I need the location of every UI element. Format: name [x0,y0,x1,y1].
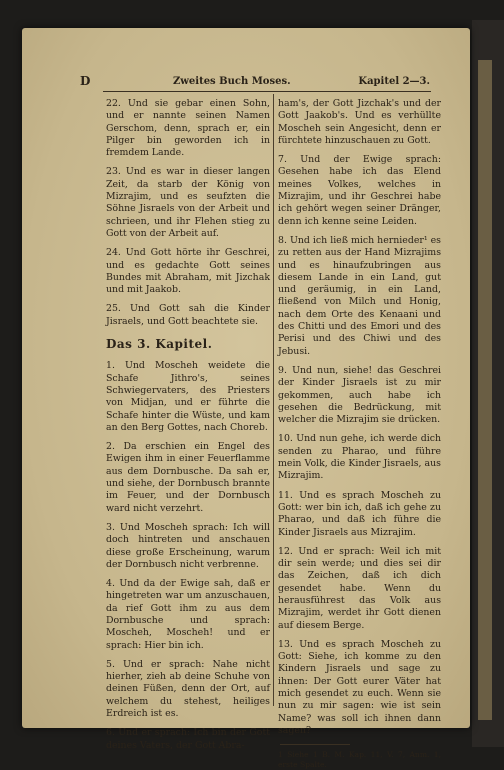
verse-2-23: 23. Und es war in dieser langen Zeit, da starb der König von Mizrajim, und es seufzten die Söhne Jisraels von der Arbeit und schrieen, und ihr Flehen stieg zu Gott von der Arbeit auf. [106,166,270,239]
verse-3-8: 8. Und ich ließ mich hernieder¹ es zu retten aus der Hand Mizrajims und es hinaufzubringen aus diesem Lande in ein Land, gut und geräumig, in ein Land, fließend von Milch und Honig, nach dem Orte des Kenaani und des Chitti und des Emori und des Perisi und des Chiwi und des Jebusi. [278,234,441,357]
left-column [106,98,270,759]
chapter-range: Kapitel 2—3. [358,76,430,87]
footnote: 1 Siehe 1 B. M. Kap. 11, V. 7, Anm. 1, erste Spalte. [278,750,441,770]
column-divider [273,94,274,706]
verse-3-6-cont: ham's, der Gott Jizchak's und der Gott Jaakob's. Und es verhüllte Moscheh sein Angesicht, denn er fürchtete hinzuschauen zu Gott. [278,98,441,146]
right-column [278,98,441,770]
verse-3-13: 13. Und es sprach Moscheh zu Gott: Siehe, ich komme zu den Kindern Jisraels und sage zu ihnen: Der Gott eurer Väter hat mich gesendet zu euch. Wenn sie nun zu mir sagen: wie ist sein Name? was soll ich ihnen dann sagen? [278,638,441,736]
verse-2-24: 24. Und Gott hörte ihr Geschrei, und es gedachte Gott seines Bundes mit Abraham, mit Jizchak und mit Jaakob. [106,247,270,296]
verse-3-11: 11. Und es sprach Moscheh zu Gott: wer bin ich, daß ich gehe zu Pharao, und daß ich führe die Kinder Jisraels aus Mizrajim. [278,489,441,538]
verse-3-3: 3. Und Moscheh sprach: Ich will doch hintreten und anschauen diese große Erscheinung, warum der Dornbusch nicht verbrenne. [106,521,270,570]
verse-3-5: 5. Und er sprach: Nahe nicht hierher, zieh ab deine Schuhe von deinen Füßen, denn der Ort, auf welchem du stehest, heiliges Erdreich ist es. [106,658,270,720]
verse-2-22: 22. Und sie gebar einen Sohn, und er nannte seinen Namen Gerschom, denn, sprach er, ein Pilger bin geworden ich in fremdem Lande. [106,98,270,159]
verse-3-1: 1. Und Moscheh weidete die Schafe Jithro's, seines Schwiegervaters, des Priesters von Midjan, und er führte die Schafe hinter die Wüste, und kam an den Berg Gottes, nach Choreb. [106,360,270,433]
page-number: D [80,74,91,88]
verse-3-7: 7. Und der Ewige sprach: Gesehen habe ich das Elend meines Volkes, welches in Mizrajim, und ihr Geschrei habe ich gehört wegen seiner Dränger, denn ich kenne seine Leiden. [278,154,441,227]
footnote-rule [280,744,350,745]
verse-3-4: 4. Und da der Ewige sah, daß er hingetreten war um anzuschauen, da rief Gott ihm zu aus dem Dornbusche und sprach: Moscheh, Moscheh! und er sprach: Hier bin ich. [106,578,270,651]
running-header [80,75,430,91]
verse-3-12: 12. Und er sprach: Weil ich mit dir sein werde; und dies sei dir das Zeichen, daß ich dich gesendet habe. Wenn du herausführest das Volk aus Mizrajim, werdet ihr Gott dienen auf diesem Berge. [278,545,441,631]
verse-2-25: 25. Und Gott sah die Kinder Jisraels, und Gott beachtete sie. [106,303,270,327]
chapter-heading: Das 3. Kapitel. [106,337,213,352]
book-page [22,28,470,770]
verse-3-2: 2. Da erschien ein Engel des Ewigen ihm in einer Feuerflamme aus dem Dornbusche. Da sah er, und siehe, der Dornbusch brannte im Feuer, und der Dornbusch ward nicht verzehrt. [106,441,270,514]
book-title: Zweites Buch Moses. [173,76,291,87]
header-rule [103,91,431,92]
verse-3-6: 6. Und er sprach: Ich bin der Gott deines Vaters, der Gott Abra- [106,727,270,751]
verse-3-10: 10. Und nun gehe, ich werde dich senden zu Pharao, und führe mein Volk, die Kinder Jisraels, aus Mizrajim. [278,433,441,482]
next-page-edge [478,60,492,720]
verse-3-9: 9. Und nun, siehe! das Geschrei der Kinder Jisraels ist zu mir gekommen, auch habe ich gesehen die Bedrückung, mit welcher die Mizrajim sie drücken. [278,364,441,426]
